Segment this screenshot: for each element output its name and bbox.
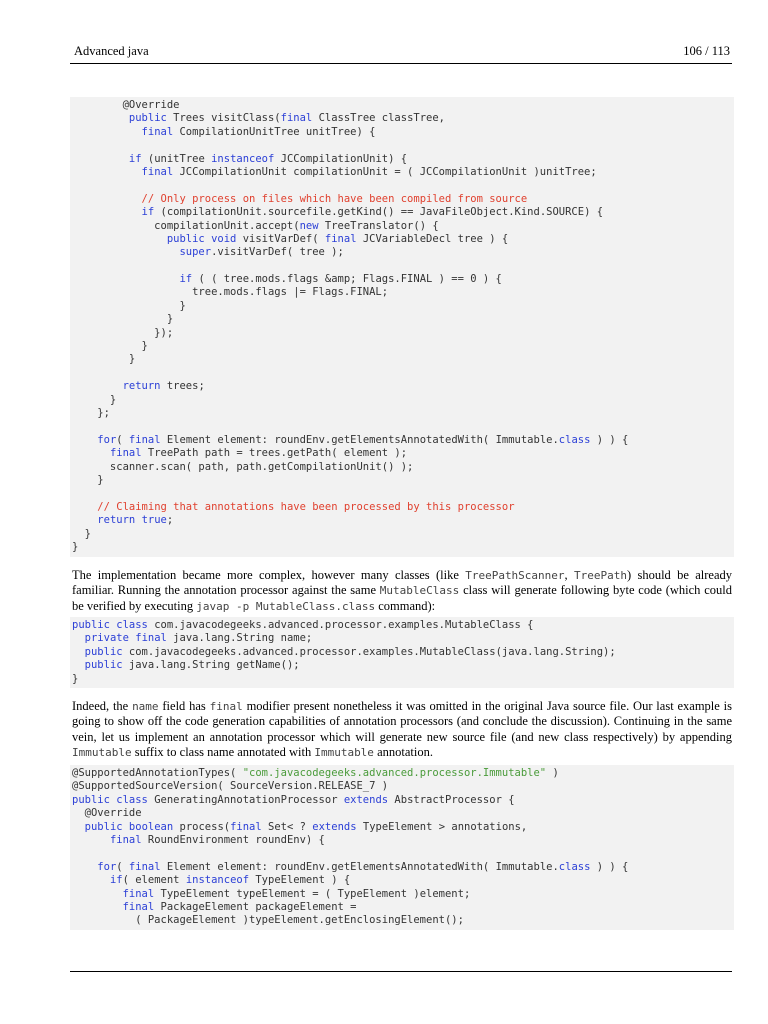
code-token: ;: [166, 514, 174, 527]
paragraph-name-field: [72, 699, 732, 761]
code-token: (compilationUnit.sourcefile.getKind() == JavaFileObject.Kind.SOURCE) {: [154, 206, 604, 219]
page-number: 106 / 113: [683, 44, 730, 58]
code-token: extends: [343, 793, 389, 806]
code-block-mutableclass: [70, 617, 734, 688]
code-token: if: [179, 273, 193, 286]
code-token: new: [299, 219, 319, 232]
code-token: RoundEnvironment roundEnv) {: [141, 833, 325, 846]
code-line: [72, 447, 734, 460]
page-header: [72, 44, 732, 62]
code-token: [72, 888, 123, 900]
code-token: if: [141, 206, 155, 219]
code-token: Set< ?: [261, 820, 313, 833]
paragraph-text: field has: [158, 699, 210, 713]
code-line: [72, 126, 734, 139]
code-token: if: [128, 152, 142, 165]
code-token: Element element: roundEnv.getElementsAnnotatedWith( Immutable.: [160, 860, 559, 873]
code-token: }: [72, 313, 174, 326]
inline-code: javap -p MutableClass.class: [196, 599, 376, 613]
code-token: }: [72, 473, 104, 486]
code-token: final: [128, 860, 161, 873]
code-token: [72, 501, 97, 513]
code-token: return: [122, 380, 161, 393]
paragraph-text: annotation.: [373, 745, 433, 760]
paragraph-implementation: [72, 568, 732, 614]
code-token: TypeElement > annotations,: [356, 820, 528, 833]
code-token: class: [558, 433, 591, 446]
code-line: [72, 541, 734, 554]
code-line: [72, 487, 734, 500]
code-token: tree.mods.flags |= Flags.FINAL;: [72, 286, 389, 299]
code-token: (: [116, 433, 129, 446]
code-token: ( PackageElement )typeElement.getEnclosingElement();: [72, 914, 464, 927]
code-line: [72, 153, 734, 166]
code-line: [72, 888, 734, 901]
code-token: scanner.scan( path, path.getCompilationUnit() );: [72, 460, 414, 473]
code-token: @SupportedSourceVersion( SourceVersion.RELEASE_7 ): [72, 780, 389, 793]
code-token: @SupportedAnnotationTypes(: [72, 767, 243, 779]
code-token: [72, 514, 97, 526]
code-line: [72, 380, 734, 393]
code-line: [72, 340, 734, 353]
code-token: [72, 193, 142, 205]
code-token: [72, 233, 167, 245]
code-line: [72, 780, 734, 793]
code-line: [72, 632, 734, 645]
code-token: [72, 206, 142, 218]
code-line: [72, 353, 734, 366]
code-token: .visitVarDef( tree );: [211, 246, 344, 259]
code-token: class: [116, 793, 148, 806]
code-token: // Claiming that annotations have been processed by this processor: [97, 500, 515, 513]
code-line: [72, 193, 734, 206]
code-line: [72, 273, 734, 286]
code-token: class: [116, 619, 148, 631]
code-line: [72, 514, 734, 527]
code-block-generating-processor: [70, 765, 734, 930]
code-line: [72, 300, 734, 313]
code-token: [72, 273, 179, 285]
code-line: [72, 420, 734, 433]
code-token: [72, 380, 123, 392]
paragraph-text: The implementation became more complex, however many classes (like: [72, 568, 466, 582]
code-token: ) ) {: [590, 860, 629, 873]
code-token: [72, 874, 110, 886]
code-line: [72, 286, 734, 299]
code-line: [72, 166, 734, 179]
code-token: TreeTranslator() {: [318, 219, 439, 232]
code-token: com.javacodegeeks.advanced.processor.examples.MutableClass(java.lang.String);: [122, 645, 616, 658]
code-line: [72, 179, 734, 192]
code-line: [72, 528, 734, 541]
code-token: final: [122, 900, 155, 913]
code-token: final: [141, 165, 174, 178]
code-line: [72, 99, 734, 112]
code-token: JCCompilationUnit) {: [274, 152, 408, 165]
code-line: [72, 461, 734, 474]
code-token: [72, 821, 85, 833]
code-token: PackageElement packageElement =: [154, 900, 357, 913]
code-token: GeneratingAnnotationProcessor: [147, 793, 344, 806]
code-token: private: [84, 632, 129, 645]
code-token: (unitTree: [141, 152, 212, 165]
code-line: [72, 220, 734, 233]
code-line: [72, 434, 734, 447]
code-token: instanceof: [185, 874, 250, 887]
code-token: if: [109, 874, 123, 887]
code-line: [72, 847, 734, 860]
paragraph-text: command):: [375, 598, 436, 613]
code-line: [72, 807, 734, 820]
code-line: [72, 821, 734, 834]
code-token: }: [72, 393, 117, 406]
code-token: [72, 632, 85, 644]
inline-code: TreePathScanner: [465, 569, 565, 582]
header-rule: [70, 63, 732, 64]
code-token: [72, 861, 97, 873]
code-line: [72, 767, 734, 780]
code-token: }: [72, 340, 148, 353]
code-line: [72, 367, 734, 380]
code-token: public: [72, 793, 110, 806]
code-token: compilationUnit.accept(: [72, 219, 300, 232]
code-line: [72, 139, 734, 152]
code-line: [72, 834, 734, 847]
code-line: [72, 407, 734, 420]
code-line: [72, 246, 734, 259]
code-token: java.lang.String getName();: [122, 659, 300, 672]
code-line: [72, 260, 734, 273]
code-token: ( ( tree.mods.flags &amp; Flags.FINAL ) == 0 ) {: [192, 273, 502, 286]
code-token: trees;: [160, 380, 205, 393]
paragraph-text: class will generate following byte code (which could be verified by executing: [72, 583, 732, 613]
code-line: [72, 501, 734, 514]
paragraph-text: Indeed, the: [72, 699, 133, 713]
code-token: }: [72, 540, 79, 553]
code-token: [72, 901, 123, 913]
paragraph-text: ) should be already familiar. Running the annotation processor against the same: [72, 568, 733, 598]
code-token: public: [128, 112, 167, 125]
code-line: [72, 874, 734, 887]
code-token: final: [230, 820, 262, 833]
code-token: @Override: [72, 99, 180, 111]
code-token: Element element: roundEnv.getElementsAnnotatedWith( Immutable.: [160, 433, 559, 446]
code-token: instanceof: [211, 152, 275, 165]
code-token: [72, 646, 85, 658]
inline-code: Immutable: [72, 746, 132, 760]
footer-rule: [70, 971, 732, 972]
code-line: [72, 659, 734, 672]
code-token: boolean: [128, 820, 174, 833]
code-token: };: [72, 406, 110, 419]
code-token: com.javacodegeeks.advanced.processor.examples.MutableClass {: [147, 619, 534, 631]
code-token: [72, 126, 142, 138]
code-line: [72, 474, 734, 487]
inline-code: MutableClass: [379, 584, 460, 598]
code-token: [72, 153, 129, 165]
code-token: super: [179, 246, 212, 259]
code-token: AbstractProcessor {: [388, 793, 515, 806]
code-token: for: [97, 433, 117, 446]
code-token: [72, 166, 142, 178]
inline-code: name: [132, 700, 159, 713]
code-token: process(: [173, 820, 231, 833]
code-token: return: [97, 514, 136, 527]
code-token: final: [280, 112, 313, 125]
paragraph-text: suffix to class name annotated with: [131, 745, 315, 760]
paragraph-text: ,: [564, 568, 574, 582]
code-token: public: [84, 659, 123, 672]
code-line: [72, 914, 734, 927]
code-token: final: [141, 125, 174, 138]
code-token: }: [72, 353, 136, 366]
code-token: Trees visitClass(: [166, 112, 281, 125]
code-token: public: [166, 232, 205, 245]
code-token: java.lang.String name;: [166, 632, 313, 645]
code-token: (: [116, 860, 129, 873]
code-block-visitclass: [70, 97, 734, 557]
code-line: [72, 646, 734, 659]
inline-code: final: [209, 700, 243, 713]
code-token: ) ) {: [590, 433, 629, 446]
code-token: [72, 447, 110, 459]
code-token: [72, 659, 85, 671]
code-token: final: [324, 232, 357, 245]
code-token: TreePath path = trees.getPath( element );: [141, 447, 408, 460]
code-token: [72, 434, 97, 446]
code-token: ClassTree classTree,: [312, 112, 446, 125]
code-token: }: [72, 299, 186, 312]
code-token: void: [211, 232, 237, 245]
code-token: final: [109, 447, 142, 460]
inline-code: Immutable: [314, 746, 374, 760]
code-token: [72, 834, 110, 846]
inline-code: TreePath: [574, 569, 627, 582]
paragraph-text: modifier present nonetheless it was omitted in the original Java source file. Our last example is going to show off the code generation capabilities of annotation processors (and conclude the discussion). Continuing in the same vein, let us implement an annotation processor which will generate new source file (and new class respectively) by appending: [72, 699, 732, 744]
code-token: extends: [312, 820, 357, 833]
code-line: [72, 673, 734, 686]
code-line: [72, 794, 734, 807]
code-token: @Override: [72, 807, 142, 820]
code-token: CompilationUnitTree unitTree) {: [173, 125, 376, 138]
code-token: TypeElement ) {: [249, 874, 351, 887]
code-token: public: [84, 645, 123, 658]
code-token: // Only process on files which have been compiled from source: [141, 192, 528, 205]
document-title: Advanced java: [74, 44, 149, 58]
code-token: JCCompilationUnit compilationUnit = ( JCCompilationUnit )unitTree;: [173, 165, 597, 178]
code-token: public: [72, 619, 110, 631]
code-token: ( element: [122, 874, 186, 887]
code-token: visitVarDef(: [236, 232, 325, 245]
code-token: final: [128, 433, 161, 446]
code-token: JCVariableDecl tree ) {: [356, 232, 509, 245]
code-token: public: [84, 820, 123, 833]
code-line: [72, 327, 734, 340]
code-token: final: [135, 632, 167, 645]
code-token: for: [97, 860, 117, 873]
code-line: [72, 619, 734, 632]
code-token: class: [558, 860, 591, 873]
code-token: ): [546, 767, 559, 779]
code-token: [72, 246, 179, 258]
code-token: TypeElement typeElement = ( TypeElement )element;: [154, 887, 471, 900]
code-line: [72, 901, 734, 914]
code-token: });: [72, 326, 174, 339]
code-token: final: [122, 887, 155, 900]
code-token: }: [72, 527, 91, 540]
code-line: [72, 313, 734, 326]
code-token: final: [109, 833, 142, 846]
code-line: [72, 394, 734, 407]
code-line: [72, 861, 734, 874]
code-line: [72, 206, 734, 219]
code-token: "com.javacodegeeks.advanced.processor.Immutable": [242, 767, 547, 779]
code-line: [72, 112, 734, 125]
code-line: [72, 233, 734, 246]
code-token: [72, 112, 129, 124]
code-token: true: [141, 514, 167, 527]
code-token: }: [72, 672, 79, 685]
